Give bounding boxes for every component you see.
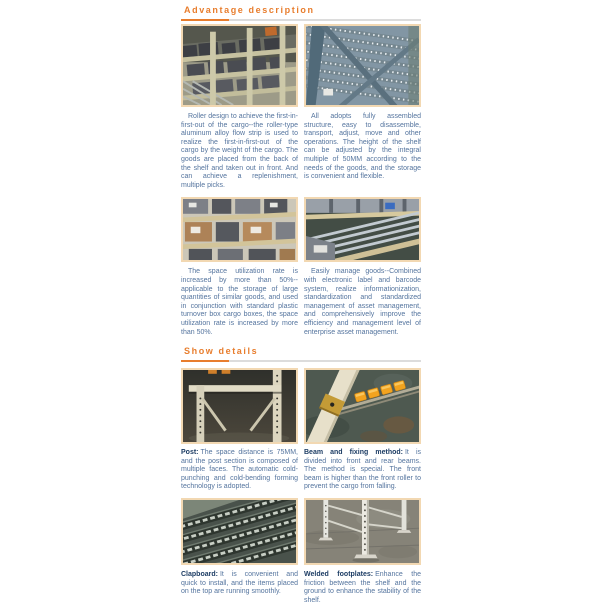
- photo-shelves-boxes: [181, 197, 298, 262]
- details-text-row-1: [181, 449, 421, 492]
- advantage-text-row-1: [181, 113, 421, 190]
- photo-beam-fixing: [304, 368, 421, 444]
- post-structure-illustration: [183, 370, 296, 442]
- rule-accent-bar: [181, 19, 229, 21]
- welded-footplates-illustration: [306, 500, 419, 563]
- description-lead: Beam and fixing method:: [304, 449, 403, 457]
- section-rule: [181, 19, 421, 21]
- photo-roller-shelf: [304, 197, 421, 262]
- product-description-column: [181, 0, 421, 605]
- shelves-boxes-illustration: [183, 199, 296, 260]
- beam-fixing-illustration: [306, 370, 419, 442]
- advantage-photo-row-1: [181, 24, 421, 107]
- roller-shelf-illustration: [306, 199, 419, 260]
- description-text: [304, 449, 421, 492]
- description-body: Enhance the friction between the shelf and the ground to enhance the stability of the shelf.: [304, 571, 422, 604]
- description-text: [181, 449, 298, 492]
- description-lead: Post:: [181, 449, 199, 457]
- photo-clapboard-rollers: [181, 498, 298, 565]
- description-body: It is divided into front and rear beams. The method is special. The front beam is higher than the front roller to prevent the cargo from falling.: [304, 449, 421, 491]
- advantage-photo-row-2: [181, 197, 421, 262]
- description-text: The space utilization rate is increased by more than 50%--applicable to the storage of large quantities of similar goods, and used in conjunction with standard plastic turnover box cargo boxes, the space utilization rate is increased by more than 50%.: [181, 268, 298, 336]
- details-photo-row-2: [181, 498, 421, 565]
- photo-flow-rollers-top: [304, 24, 421, 107]
- photo-rack-with-bins: [181, 24, 298, 107]
- clapboard-rollers-illustration: [183, 500, 296, 563]
- description-text: Easily manage goods--Combined with electronic label and barcode system, realize informationization, standardization and standardized management of asset management, and comprehensively improve the efficiency and management level of enterprise asset management.: [304, 268, 421, 336]
- rack-with-bins-illustration: [183, 26, 296, 105]
- flow-rollers-illustration: [306, 26, 419, 105]
- description-text: Roller design to achieve the first-in-first-out of the cargo--the roller-type aluminum alloy flow strip is used to realize the first-in-first-out of the cargo by the weight of the cargo. The goods are placed from the back of the shelf and taken out in front. And can achieve a replenishment, multiple picks.: [181, 113, 298, 189]
- description-body: The space distance is 75MM, and the post section is composed of multiple faces. The automatic cold-punching and cold-bending forming technology is adopted.: [181, 449, 298, 491]
- description-lead: Welded footplates:: [304, 571, 374, 579]
- details-photo-row-1: [181, 368, 421, 444]
- advantage-text-row-2: [181, 268, 421, 337]
- description-lead: Clapboard:: [181, 571, 218, 579]
- section-title-details: Show details: [184, 346, 259, 357]
- description-text: All adopts fully assembled structure, easy to disassemble, transport, adjust, move and other operations. The height of the shelf can be adjusted by the integral multiple of 50MM according to the needs of the goods, and the storage is convenient and flexible.: [304, 113, 421, 181]
- photo-welded-footplates: [304, 498, 421, 565]
- section-title-advantage: Advantage description: [184, 5, 315, 15]
- rule-accent-bar: [181, 360, 229, 362]
- photo-post-structure: [181, 368, 298, 444]
- section-rule: [181, 360, 421, 362]
- description-body: It is convenient and quick to install, and the items placed on the top are running smoothly.: [181, 571, 298, 596]
